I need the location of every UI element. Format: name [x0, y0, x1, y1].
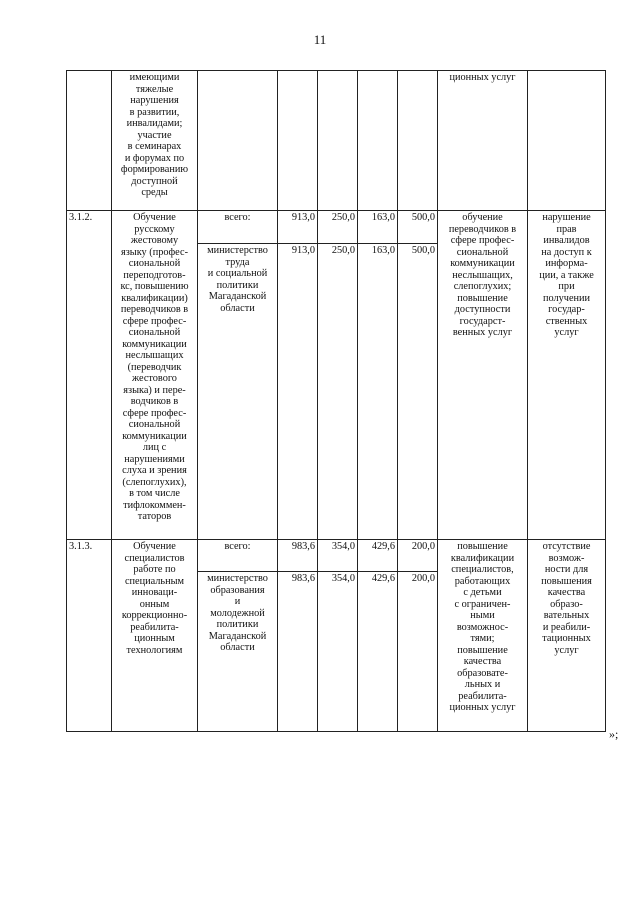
- activity-name: имеющими тяжелые нарушения в развитии, инвалидами; участие в семинарах и форумах по формированию доступной среды: [112, 71, 198, 211]
- expected-result: повышение квалификации специалистов, работающих с детьми с ограничен- ными возможнос- тями; повышение качества образовате- льных и реабилита- ционных услуг: [438, 540, 528, 732]
- table-row: [67, 71, 606, 211]
- table-row: [67, 211, 606, 244]
- row-number: 3.1.2.: [67, 211, 112, 540]
- expected-result: ционных услуг: [438, 71, 528, 211]
- year3-cell: 200,0: [398, 572, 438, 732]
- year3-cell: 200,0: [398, 540, 438, 572]
- risk-cell: [528, 71, 606, 211]
- year2-cell: 163,0: [358, 211, 398, 244]
- risk-cell: нарушение прав инвалидов на доступ к информа- ции, а также при получении государ- ственных услуг: [528, 211, 606, 540]
- executor-cell: министерство образования и молодежной политики Магаданской области: [198, 572, 278, 732]
- year2-cell: 429,6: [358, 572, 398, 732]
- page-number: 11: [313, 32, 327, 47]
- year1-cell: 250,0: [318, 211, 358, 244]
- year1-cell: 250,0: [318, 244, 358, 540]
- risk-cell: отсутствие возмож- ности для повышения качества образо- вательных и реабили- тационных услуг: [528, 540, 606, 732]
- total-cell: 983,6: [278, 572, 318, 732]
- year3-cell: 500,0: [398, 244, 438, 540]
- table-row: [67, 540, 606, 572]
- total-cell: 983,6: [278, 540, 318, 572]
- executor-cell: всего:: [198, 211, 278, 244]
- program-table: [66, 70, 606, 732]
- year1-cell: [318, 71, 358, 211]
- year2-cell: 163,0: [358, 244, 398, 540]
- activity-name: Обучение русскому жестовому языку (профес- сиональной переподготов- кс, повышению квалификации) переводчиков в сфере профес- сиональной коммуникации неслышащих (переводчик жестового языка) и пере- водчиков в сфере профес- сиональной коммуникации лиц с нарушениями слуха и зрения (слепоглухих), в том числе тифлокоммен- таторов: [112, 211, 198, 540]
- closing-quote-mark: »;: [609, 727, 619, 741]
- year1-cell: 354,0: [318, 572, 358, 732]
- executor-cell: министерство труда и социальной политики Магаданской области: [198, 244, 278, 540]
- total-cell: [278, 71, 318, 211]
- year1-cell: 354,0: [318, 540, 358, 572]
- total-cell: 913,0: [278, 211, 318, 244]
- executor-cell: всего:: [198, 540, 278, 572]
- expected-result: обучение переводчиков в сфере профес- сиональной коммуникации неслышащих, слепоглухих; повышение доступности государст- венных услуг: [438, 211, 528, 540]
- year2-cell: 429,6: [358, 540, 398, 572]
- row-number: [67, 71, 112, 211]
- executor-cell: [198, 71, 278, 211]
- year2-cell: [358, 71, 398, 211]
- year3-cell: 500,0: [398, 211, 438, 244]
- total-cell: 913,0: [278, 244, 318, 540]
- row-number: 3.1.3.: [67, 540, 112, 732]
- activity-name: Обучение специалистов работе по специальным инноваци- онным коррекционно- реабилита- ционным технологиям: [112, 540, 198, 732]
- year3-cell: [398, 71, 438, 211]
